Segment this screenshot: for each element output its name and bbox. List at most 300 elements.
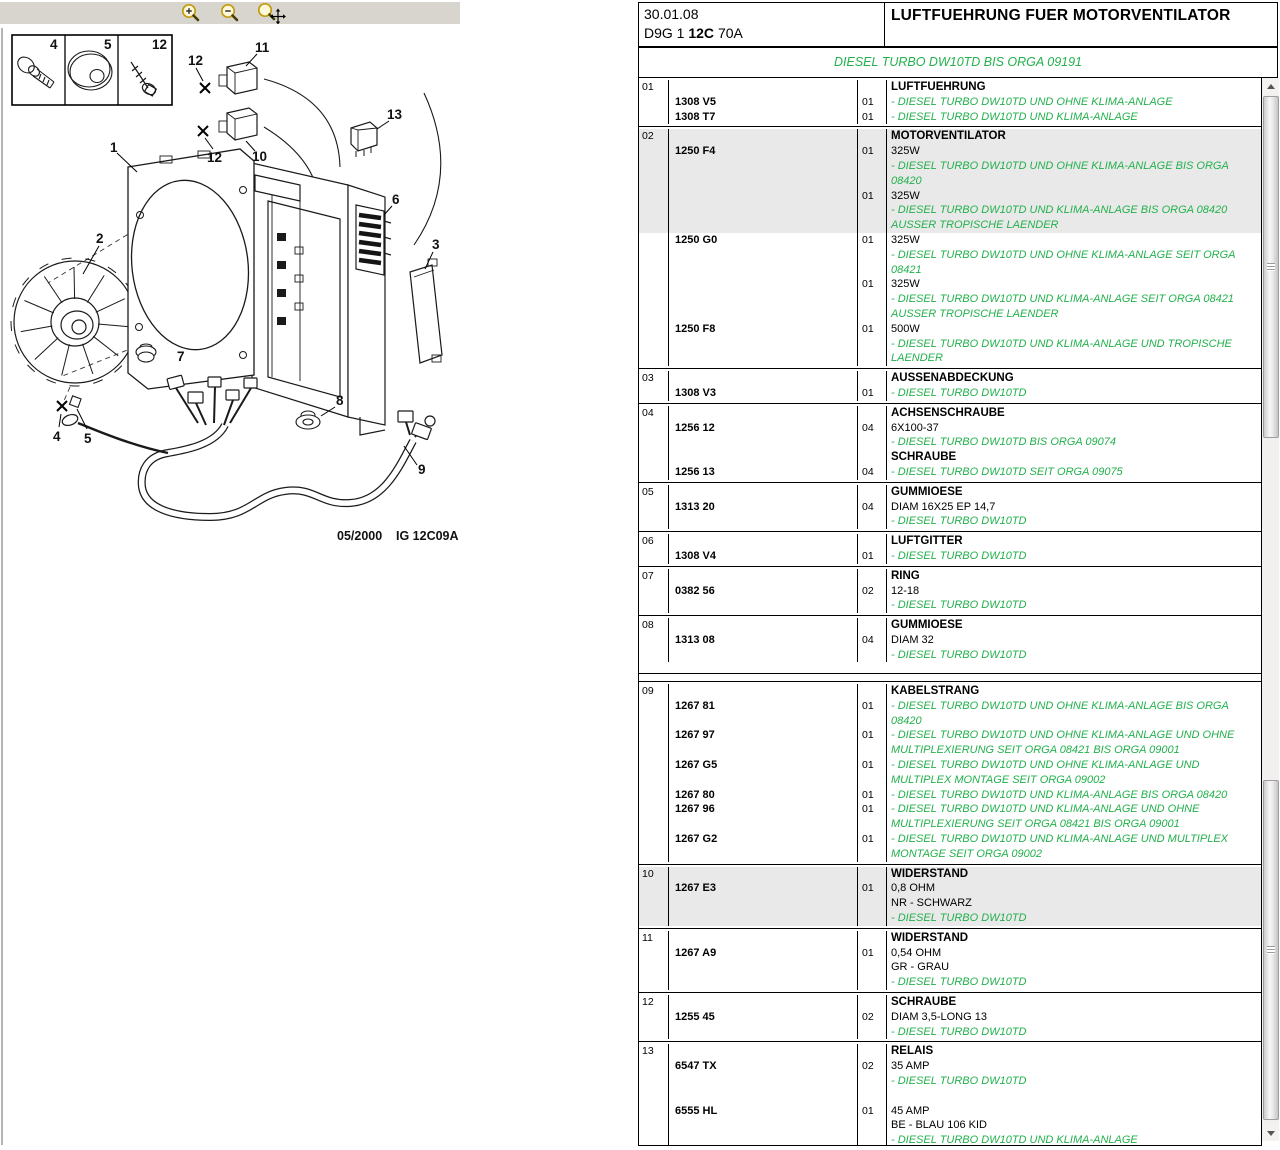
part-description: MULTIPLEXIERUNG SEIT ORGA 08421 BIS ORGA 09001 — [891, 818, 1180, 831]
parts-section-09 — [639, 682, 1261, 865]
part-number[interactable] — [669, 1044, 858, 1059]
part-line[interactable] — [639, 569, 1261, 584]
part-number[interactable] — [669, 1133, 858, 1146]
parts-section-04 — [639, 404, 1261, 483]
part-line[interactable] — [639, 233, 1261, 248]
part-description: - DIESEL TURBO DW10TD — [891, 386, 1027, 399]
parts-section-10 — [639, 865, 1261, 929]
part-line[interactable] — [639, 248, 1261, 263]
section-index — [639, 386, 669, 401]
part-description: 0,8 OHM — [891, 882, 936, 895]
part-quantity — [858, 80, 887, 95]
part-line[interactable] — [639, 1118, 1261, 1133]
part-quantity: 04 — [858, 421, 887, 436]
part-quantity — [858, 174, 887, 189]
part-number[interactable] — [669, 743, 858, 758]
part-quantity — [858, 371, 887, 386]
section-index — [639, 1104, 669, 1119]
part-line[interactable] — [639, 203, 1261, 218]
clip-part — [70, 396, 82, 408]
part-number[interactable] — [669, 203, 858, 218]
part-quantity: 04 — [858, 633, 887, 648]
zoom-in-icon[interactable] — [176, 2, 206, 24]
part-line[interactable] — [639, 684, 1261, 699]
part-description: GUMMIOESE — [891, 485, 963, 498]
part-line[interactable] — [639, 144, 1261, 159]
part-description: 325W — [891, 189, 920, 202]
part-number[interactable] — [669, 995, 858, 1010]
resistor-block — [356, 205, 391, 275]
part-line[interactable] — [639, 847, 1261, 862]
part-quantity — [858, 485, 887, 500]
part-number[interactable] — [669, 351, 858, 366]
part-number[interactable] — [669, 277, 858, 292]
part-line[interactable] — [639, 80, 1261, 95]
scroll-down-button[interactable] — [1262, 1125, 1279, 1141]
part-number[interactable]: 1255 45 — [669, 1010, 858, 1025]
part-quantity — [858, 203, 887, 218]
part-line[interactable] — [639, 618, 1261, 633]
section-index — [639, 699, 669, 714]
part-description: WIDERSTAND — [891, 931, 969, 944]
callout-11[interactable]: 11 — [255, 40, 270, 55]
part-number[interactable] — [669, 174, 858, 189]
part-description: AUSSENABDECKUNG — [891, 372, 1014, 385]
callout-1[interactable]: 1 — [110, 140, 118, 155]
part-description: 08420 — [891, 174, 922, 187]
part-quantity — [858, 1044, 887, 1059]
part-quantity — [858, 847, 887, 862]
legend-label-5: 5 — [104, 37, 112, 52]
part-description: NR - SCHWARZ — [891, 897, 972, 910]
part-line[interactable] — [639, 832, 1261, 847]
part-description: LAENDER — [891, 352, 943, 365]
part-description: 12-18 — [891, 584, 920, 597]
part-quantity: 01 — [858, 1104, 887, 1119]
legend-label-4: 4 — [50, 37, 58, 52]
part-line[interactable] — [639, 773, 1261, 788]
section-index — [639, 1074, 669, 1089]
part-quantity: 01 — [858, 189, 887, 204]
section-index: 04 — [639, 406, 669, 421]
part-number[interactable] — [669, 975, 858, 990]
part-number[interactable]: 1267 E3 — [669, 881, 858, 896]
part-quantity — [858, 867, 887, 882]
part-line[interactable] — [639, 584, 1261, 599]
part-line[interactable] — [639, 351, 1261, 366]
part-quantity — [858, 307, 887, 322]
part-number[interactable] — [669, 817, 858, 832]
zoom-out-icon[interactable] — [215, 2, 245, 24]
relay-13 — [351, 122, 377, 157]
reference-suffix: 70A — [717, 25, 743, 41]
part-number[interactable]: 1313 20 — [669, 500, 858, 515]
part-description: - DIESEL TURBO DW10TD — [891, 976, 1027, 989]
part-number[interactable]: 1250 G0 — [669, 233, 858, 248]
page-date: 30.01.08 — [644, 6, 699, 22]
part-number[interactable] — [669, 1089, 858, 1104]
section-index — [639, 263, 669, 278]
section-index — [639, 1133, 669, 1146]
part-line[interactable] — [639, 386, 1261, 401]
part-quantity: 01 — [858, 233, 887, 248]
part-line[interactable] — [639, 435, 1261, 450]
section-index — [639, 435, 669, 450]
part-line[interactable] — [639, 699, 1261, 714]
part-number[interactable]: 1250 F4 — [669, 144, 858, 159]
part-description: - DIESEL TURBO DW10TD UND KLIMA-ANLAGE — [891, 110, 1138, 123]
part-description: - DIESEL TURBO DW10TD UND OHNE KLIMA-ANLAGE BIS ORGA — [891, 159, 1229, 172]
part-quantity: 01 — [858, 386, 887, 401]
scrollbar-thumb-bottom[interactable] — [1263, 780, 1279, 1120]
part-number[interactable] — [669, 307, 858, 322]
part-line[interactable] — [639, 911, 1261, 926]
part-quantity — [858, 1089, 887, 1104]
callout-2[interactable]: 2 — [96, 231, 104, 246]
part-line[interactable] — [639, 1025, 1261, 1040]
part-line[interactable] — [639, 1133, 1261, 1146]
section-index — [639, 351, 669, 366]
callout-9[interactable]: 9 — [418, 462, 426, 477]
part-number[interactable] — [669, 485, 858, 500]
part-line[interactable] — [639, 534, 1261, 549]
part-line[interactable] — [639, 421, 1261, 436]
section-index — [639, 743, 669, 758]
part-number[interactable]: 1313 08 — [669, 633, 858, 648]
callout-6[interactable]: 6 — [392, 192, 400, 207]
callout-3[interactable]: 3 — [432, 237, 440, 252]
arrow-down-icon — [1267, 1131, 1275, 1136]
part-line[interactable] — [639, 743, 1261, 758]
part-description: 325W — [891, 233, 920, 246]
section-index — [639, 292, 669, 307]
parts-section-02 — [639, 127, 1261, 369]
section-index: 10 — [639, 867, 669, 882]
part-description: 45 AMP — [891, 1104, 930, 1117]
part-description: 08421 — [891, 263, 922, 276]
part-line[interactable] — [639, 406, 1261, 421]
callout-8[interactable]: 8 — [336, 393, 344, 408]
part-number[interactable] — [669, 1025, 858, 1040]
scrollbar-thumb-top[interactable] — [1263, 96, 1279, 438]
section-index — [639, 881, 669, 896]
part-description: - DIESEL TURBO DW10TD UND KLIMA-ANLAGE UND TROPISCHE — [891, 337, 1232, 350]
part-number[interactable] — [669, 189, 858, 204]
section-index — [639, 975, 669, 990]
part-quantity — [858, 406, 887, 421]
section-index — [639, 911, 669, 926]
part-description: MONTAGE SEIT ORGA 09002 — [891, 847, 1042, 860]
part-number[interactable] — [669, 80, 858, 95]
part-line[interactable] — [639, 728, 1261, 743]
thumb-grip-icon — [1267, 263, 1275, 271]
part-line[interactable] — [639, 598, 1261, 613]
part-line[interactable] — [639, 1089, 1261, 1104]
part-quantity — [858, 684, 887, 699]
part-quantity: 01 — [858, 788, 887, 803]
part-line[interactable] — [639, 159, 1261, 174]
part-number[interactable] — [669, 648, 858, 663]
section-index — [639, 946, 669, 961]
part-line[interactable] — [639, 110, 1261, 125]
part-number[interactable] — [669, 847, 858, 862]
part-line[interactable] — [639, 758, 1261, 773]
fan — [11, 258, 139, 386]
part-number[interactable]: 6555 HL — [669, 1104, 858, 1119]
callout-4[interactable]: 4 — [53, 429, 61, 444]
part-line[interactable] — [639, 1044, 1261, 1059]
part-line[interactable] — [639, 465, 1261, 480]
part-description: SCHRAUBE — [891, 451, 957, 464]
section-index — [639, 549, 669, 564]
section-index — [639, 847, 669, 862]
part-description: LUFTFUEHRUNG — [891, 81, 986, 93]
part-number[interactable] — [669, 684, 858, 699]
variant-banner: DIESEL TURBO DW10TD BIS ORGA 09191 — [638, 48, 1278, 78]
part-quantity — [858, 292, 887, 307]
section-index — [639, 95, 669, 110]
part-quantity — [858, 514, 887, 529]
part-number[interactable] — [669, 435, 858, 450]
callout-5[interactable]: 5 — [84, 431, 92, 446]
part-description: - DIESEL TURBO DW10TD UND OHNE KLIMA-ANLAGE UND — [891, 758, 1200, 771]
section-index — [639, 728, 669, 743]
part-number[interactable] — [669, 248, 858, 263]
part-number[interactable]: 1267 97 — [669, 728, 858, 743]
part-number[interactable] — [669, 218, 858, 233]
part-quantity — [858, 648, 887, 663]
part-number[interactable] — [669, 129, 858, 144]
exploded-diagram — [0, 25, 638, 1148]
part-number[interactable] — [669, 1118, 858, 1133]
section-index — [639, 110, 669, 125]
part-quantity: 01 — [858, 95, 887, 110]
part-number[interactable]: 1250 F8 — [669, 322, 858, 337]
part-description: DIAM 32 — [891, 633, 934, 646]
part-number[interactable] — [669, 960, 858, 975]
part-line[interactable] — [639, 174, 1261, 189]
part-line[interactable] — [639, 129, 1261, 144]
callout-12-upper[interactable]: 12 — [188, 53, 204, 68]
part-description: MULTIPLEX MONTAGE SEIT ORGA 09002 — [891, 773, 1106, 786]
part-number[interactable]: 1267 G2 — [669, 832, 858, 847]
part-number[interactable] — [669, 159, 858, 174]
part-line[interactable] — [639, 817, 1261, 832]
part-description: 08420 — [891, 714, 922, 727]
part-line[interactable] — [639, 485, 1261, 500]
part-description: GR - GRAU — [891, 961, 950, 974]
part-line[interactable] — [639, 802, 1261, 817]
callout-12-lower[interactable]: 12 — [207, 150, 223, 165]
section-index — [639, 1118, 669, 1133]
part-number[interactable] — [669, 931, 858, 946]
part-description: - DIESEL TURBO DW10TD — [891, 1025, 1027, 1038]
part-number[interactable] — [669, 598, 858, 613]
scroll-up-button[interactable] — [1262, 78, 1279, 94]
part-number[interactable] — [669, 514, 858, 529]
part-line[interactable] — [639, 714, 1261, 729]
part-line[interactable] — [639, 896, 1261, 911]
part-line[interactable] — [639, 1010, 1261, 1025]
zoom-pan-icon[interactable] — [254, 2, 284, 24]
part-line[interactable] — [639, 648, 1261, 663]
section-index: 05 — [639, 485, 669, 500]
part-description: MULTIPLEXIERUNG SEIT ORGA 08421 BIS ORGA 09001 — [891, 744, 1180, 757]
callout-13[interactable]: 13 — [387, 107, 403, 122]
part-number[interactable] — [669, 406, 858, 421]
part-description: RING — [891, 569, 920, 582]
table-gap — [639, 674, 1261, 681]
section-index: 02 — [639, 129, 669, 144]
side-panel — [410, 259, 442, 363]
part-description: BE - BLAU 106 KID — [891, 1119, 987, 1132]
part-number[interactable] — [669, 292, 858, 307]
section-index: 09 — [639, 684, 669, 699]
part-quantity — [858, 1074, 887, 1089]
part-line[interactable] — [639, 500, 1261, 515]
part-line[interactable] — [639, 995, 1261, 1010]
part-line[interactable] — [639, 371, 1261, 386]
part-number[interactable]: 6547 TX — [669, 1059, 858, 1074]
part-quantity — [858, 1118, 887, 1133]
part-line[interactable] — [639, 189, 1261, 204]
part-description: 325W — [891, 278, 920, 291]
section-index — [639, 337, 669, 352]
part-line[interactable] — [639, 277, 1261, 292]
section-index — [639, 633, 669, 648]
part-line[interactable] — [639, 881, 1261, 896]
part-number[interactable]: 1308 T7 — [669, 110, 858, 125]
part-description: - DIESEL TURBO DW10TD UND KLIMA-ANLAGE SEIT ORGA 08421 — [891, 293, 1234, 306]
section-index — [639, 1010, 669, 1025]
part-quantity: 01 — [858, 802, 887, 817]
part-number[interactable] — [669, 569, 858, 584]
part-number[interactable]: 0382 56 — [669, 584, 858, 599]
diagram-caption-code: IG 12C09A — [396, 529, 459, 543]
section-index — [639, 500, 669, 515]
part-line[interactable] — [639, 549, 1261, 564]
part-line[interactable] — [639, 931, 1261, 946]
relay-10 — [219, 108, 257, 140]
section-index — [639, 248, 669, 263]
part-number[interactable]: 1256 13 — [669, 465, 858, 480]
parts-section-07 — [639, 567, 1261, 616]
part-number[interactable] — [669, 263, 858, 278]
part-quantity — [858, 159, 887, 174]
parts-section-06 — [639, 532, 1261, 567]
part-number[interactable] — [669, 450, 858, 465]
part-number[interactable] — [669, 714, 858, 729]
part-number[interactable]: 1308 V5 — [669, 95, 858, 110]
table-header — [638, 2, 1278, 48]
section-index — [639, 1059, 669, 1074]
parts-section-12 — [639, 993, 1261, 1042]
part-number[interactable]: 1267 80 — [669, 788, 858, 803]
part-number[interactable]: 1267 A9 — [669, 946, 858, 961]
part-number[interactable] — [669, 618, 858, 633]
callout-7[interactable]: 7 — [177, 349, 185, 364]
part-line[interactable] — [639, 1104, 1261, 1119]
callout-10[interactable]: 10 — [252, 149, 268, 164]
part-line[interactable] — [639, 307, 1261, 322]
section-index — [639, 648, 669, 663]
legend-box — [12, 35, 172, 105]
part-line[interactable] — [639, 292, 1261, 307]
part-line[interactable] — [639, 1074, 1261, 1089]
part-quantity: 04 — [858, 465, 887, 480]
part-line[interactable] — [639, 95, 1261, 110]
part-number[interactable] — [669, 371, 858, 386]
section-index — [639, 1089, 669, 1104]
part-number[interactable]: 1256 12 — [669, 421, 858, 436]
part-line[interactable] — [639, 946, 1261, 961]
part-line[interactable] — [639, 867, 1261, 882]
part-number[interactable]: 1308 V3 — [669, 386, 858, 401]
section-index — [639, 802, 669, 817]
part-number[interactable]: 1267 96 — [669, 802, 858, 817]
part-quantity: 01 — [858, 277, 887, 292]
parts-table-bottom — [639, 681, 1261, 1146]
section-index: 03 — [639, 371, 669, 386]
part-description: - DIESEL TURBO DW10TD UND KLIMA-ANLAGE UND OHNE — [891, 803, 1200, 816]
part-quantity: 01 — [858, 946, 887, 961]
part-line[interactable] — [639, 788, 1261, 803]
scrollbar — [1262, 78, 1279, 1141]
part-quantity — [858, 1133, 887, 1146]
part-number[interactable] — [669, 1074, 858, 1089]
part-description: WIDERSTAND — [891, 867, 969, 880]
part-quantity — [858, 598, 887, 613]
diagram-toolbar — [0, 2, 460, 24]
part-line[interactable] — [639, 322, 1261, 337]
part-line[interactable] — [639, 337, 1261, 352]
part-number[interactable]: 1308 V4 — [669, 549, 858, 564]
part-description: ACHSENSCHRAUBE — [891, 406, 1005, 419]
part-description: KABELSTRANG — [891, 685, 980, 697]
parts-section-01 — [639, 78, 1261, 127]
part-description: - DIESEL TURBO DW10TD UND OHNE KLIMA-ANLAGE BIS ORGA — [891, 699, 1229, 712]
part-line[interactable] — [639, 1059, 1261, 1074]
part-line[interactable] — [639, 263, 1261, 278]
part-line[interactable] — [639, 218, 1261, 233]
part-description: - DIESEL TURBO DW10TD UND KLIMA-ANLAGE BIS ORGA 08420 — [891, 204, 1228, 217]
section-index — [639, 714, 669, 729]
part-number[interactable]: 1267 81 — [669, 699, 858, 714]
part-line[interactable] — [639, 514, 1261, 529]
section-index — [639, 817, 669, 832]
part-quantity — [858, 263, 887, 278]
parts-section-05 — [639, 483, 1261, 532]
part-number[interactable] — [669, 337, 858, 352]
part-line[interactable] — [639, 975, 1261, 990]
part-quantity — [858, 218, 887, 233]
part-line[interactable] — [639, 450, 1261, 465]
part-number[interactable] — [669, 911, 858, 926]
part-number[interactable] — [669, 867, 858, 882]
section-index — [639, 514, 669, 529]
part-description: 35 AMP — [891, 1060, 930, 1073]
part-number[interactable] — [669, 534, 858, 549]
part-description: DIAM 3,5-LONG 13 — [891, 1010, 987, 1023]
part-line[interactable] — [639, 960, 1261, 975]
section-index — [639, 144, 669, 159]
parts-section-03 — [639, 369, 1261, 404]
part-number[interactable]: 1267 G5 — [669, 758, 858, 773]
part-number[interactable] — [669, 896, 858, 911]
part-line[interactable] — [639, 633, 1261, 648]
part-number[interactable] — [669, 773, 858, 788]
section-index — [639, 598, 669, 613]
